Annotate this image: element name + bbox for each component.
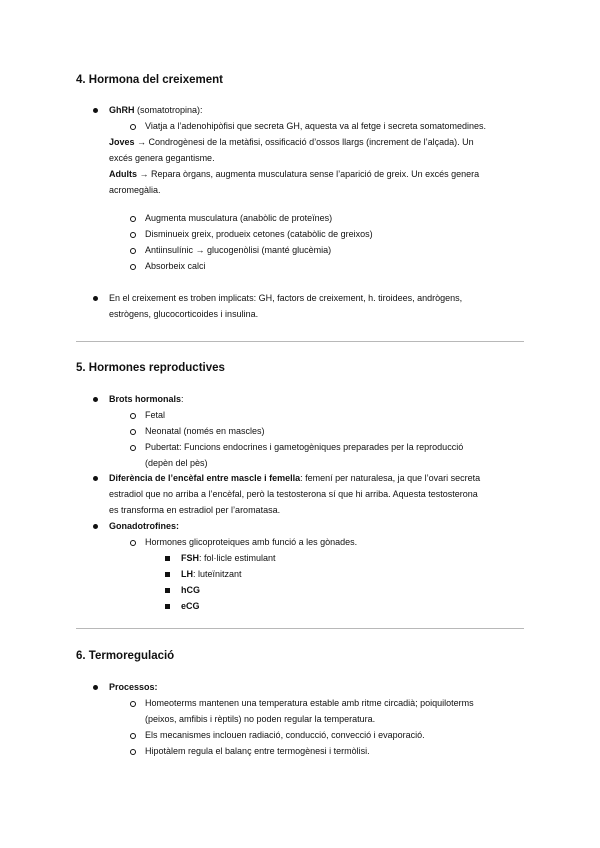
joves-line-2: excés genera gegantisme.: [109, 153, 215, 163]
section-6-title: 6. Termoregulació: [76, 650, 175, 662]
bullet-dot: [93, 476, 98, 481]
fsh-label: FSH: [181, 553, 199, 563]
brots-colon: :: [181, 394, 184, 404]
brots-sub-item: Fetal: [145, 410, 166, 420]
homeoterms-line-1: Homeoterms mantenen una temperatura estable amb ritme circadià; poiquiloterms: [145, 698, 474, 708]
bullet-circle: [130, 232, 136, 238]
bullet-circle: [130, 124, 136, 130]
ghrh-item: [109, 102, 203, 118]
bullet-circle: [130, 248, 136, 254]
adults-line-1: [109, 166, 479, 182]
section-5-title: 5. Hormones reproductives: [76, 362, 225, 374]
homeoterms-line-2: (peixos, amfibis i rèptils) no poden regular la temperatura.: [145, 714, 376, 724]
implicats-line-1: En el creixement es troben implicats: GH, factors de creixement, h. tiroidees, andrògens,: [109, 293, 463, 303]
effect-item: Augmenta musculatura (anabòlic de proteïnes): [145, 213, 333, 223]
brots-item: [109, 391, 184, 407]
lh-text: : luteïnitzant: [193, 569, 242, 579]
bullet-circle: [130, 413, 136, 419]
section-4-title: 4. Hormona del creixement: [76, 74, 223, 86]
bullet-circle: [130, 749, 136, 755]
joves-text: → Condrogènesi de la metàfisi, ossificació d’ossos llargs (increment de l’alçada). Un: [134, 137, 474, 147]
bullet-square: [165, 572, 170, 577]
ghrh-sub: Viatja a l’adenohipòfisi que secreta GH, aquesta va al fetge i secreta somatomedines.: [145, 121, 487, 131]
bullet-circle: [130, 429, 136, 435]
diferencia-text: : femení per naturalesa, ja que l’ovari secreta: [300, 473, 481, 483]
adults-line-2: acromegàlia.: [109, 185, 161, 195]
adults-text: → Repara òrgans, augmenta musculatura sense l’aparició de greix. Un excés genera: [137, 169, 480, 179]
ghrh-label: GhRH: [109, 105, 135, 115]
pubertat-line-1: Pubertat: Funcions endocrines i gametogèniques preparades per la reproducció: [145, 442, 464, 452]
bullet-circle: [130, 733, 136, 739]
ecg-item: eCG: [181, 601, 200, 611]
adults-label: Adults: [109, 169, 137, 179]
bullet-square: [165, 588, 170, 593]
mecanismes-item: Els mecanismes inclouen radiació, conducció, convecció i evaporació.: [145, 730, 425, 740]
bullet-dot: [93, 685, 98, 690]
joves-line-1: [109, 134, 474, 150]
effect-item: Antiinsulínic → glucogenòlisi (manté glucèmia): [145, 245, 332, 255]
brots-label: Brots hormonals: [109, 394, 182, 404]
bullet-dot: [93, 524, 98, 529]
bullet-circle: [130, 216, 136, 222]
lh-item: [181, 566, 242, 582]
section-divider: [76, 341, 524, 342]
hipotalem-item: Hipotàlem regula el balanç entre termogènesi i termòlisi.: [145, 746, 370, 756]
bullet-circle: [130, 701, 136, 707]
bullet-circle: [130, 445, 136, 451]
effect-item: Absorbeix calci: [145, 261, 206, 271]
diferencia-label: Diferència de l’encèfal entre mascle i femella: [109, 473, 301, 483]
bullet-circle: [130, 540, 136, 546]
fsh-item: [181, 550, 276, 566]
gonadotrofines-label: Gonadotrofines:: [109, 521, 179, 531]
effect-item: Disminueix greix, produeix cetones (catabòlic de greixos): [145, 229, 373, 239]
bullet-square: [165, 556, 170, 561]
gonadotrofines-sub: Hormones glicoproteiques amb funció a les gònades.: [145, 537, 358, 547]
lh-label: LH: [181, 569, 193, 579]
section-divider: [76, 628, 524, 629]
joves-label: Joves: [109, 137, 135, 147]
diferencia-line-3: es transforma en estradiol per l’aromatasa.: [109, 505, 281, 515]
implicats-line-2: estrògens, glucocorticoides i insulina.: [109, 309, 259, 319]
brots-sub-item: Neonatal (només en mascles): [145, 426, 265, 436]
diferencia-line-2: estradiol que no arriba a l’encèfal, però la testosterona sí que hi arriba. Aquesta testosterona: [109, 489, 478, 499]
bullet-square: [165, 604, 170, 609]
ghrh-rest: (somatotropina):: [134, 105, 203, 115]
bullet-dot: [93, 296, 98, 301]
bullet-dot: [93, 397, 98, 402]
diferencia-line-1: [109, 470, 480, 486]
processos-label: Processos:: [109, 682, 158, 692]
fsh-text: : fol·licle estimulant: [199, 553, 276, 563]
bullet-circle: [130, 264, 136, 270]
pubertat-line-2: (depèn del pès): [145, 458, 208, 468]
bullet-dot: [93, 108, 98, 113]
hcg-item: hCG: [181, 585, 200, 595]
